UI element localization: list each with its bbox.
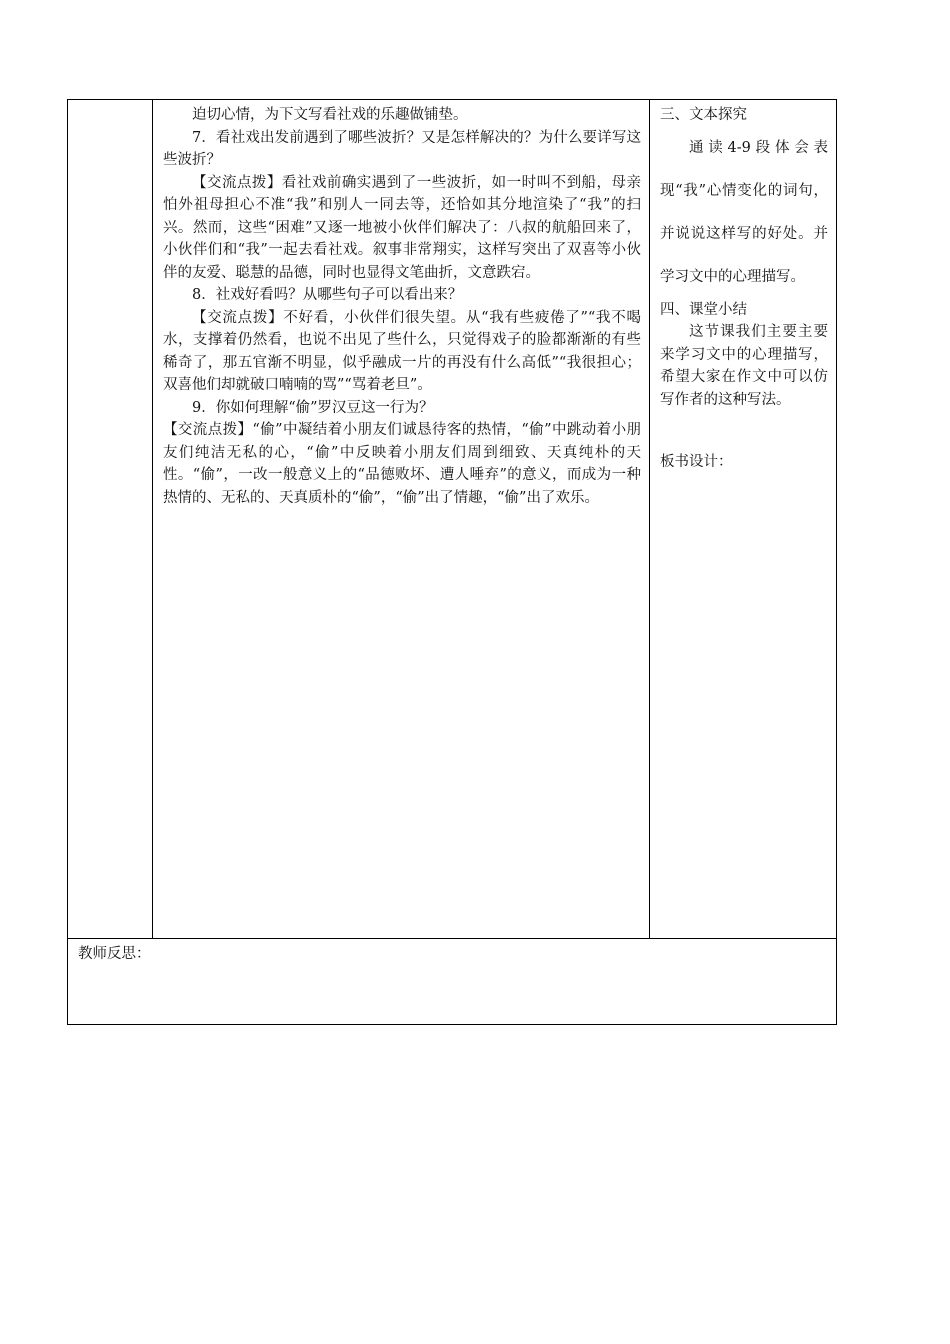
right-column bbox=[650, 100, 836, 938]
section-text-explore: 通读4-9段体会表现“我”心情变化的词句，并说说这样写的好处。并学习文中的心理描写。 bbox=[660, 139, 828, 285]
teacher-reflection-label: 教师反思： bbox=[78, 946, 151, 962]
lesson-plan-table bbox=[67, 99, 837, 1025]
question-7: 7．看社戏出发前遇到了哪些波折？又是怎样解决的？为什么要详写这些波折？ bbox=[163, 129, 641, 168]
section-heading-summary: 四、课堂小结 bbox=[660, 301, 747, 318]
section-text-summary: 这节课我们主要主要来学习文中的心理描写，希望大家在作文中可以仿写作者的这种写法。 bbox=[660, 324, 828, 408]
left-column bbox=[68, 100, 153, 938]
middle-column bbox=[153, 100, 650, 938]
board-design-label: 板书设计： bbox=[660, 454, 733, 470]
section-heading-explore: 三、文本探究 bbox=[660, 107, 747, 123]
paragraph-intro: 迫切心情，为下文写看社戏的乐趣做铺垫。 bbox=[192, 107, 468, 123]
answer-7: 【交流点拨】看社戏前确实遇到了一些波折，如一时叫不到船，母亲怕外祖母担心不准“我”和别人一同去等，还恰如其分地渲染了“我”的扫兴。然而，这些“困难”又逐一地被小伙伴们解决了：八叔的航船回来了，小伙伴们和“我”一起去看社戏。叙事非常翔实，这样写突出了双喜等小伙伴的友爱、聪慧的品德，同时也显得文笔曲折，文意跌宕。 bbox=[163, 174, 641, 281]
question-9: 9．你如何理解“偷”罗汉豆这一行为？ bbox=[192, 399, 434, 416]
answer-9: 【交流点拨】“偷”中凝结着小朋友们诚恳待客的热情，“偷”中跳动着小朋友们纯洁无私的心，“偷”中反映着小朋友们周到细致、天真纯朴的天性。“偷”，一改一般意义上的“品德败坏、遭人唾弃”的意义，而成为一种热情的、无私的、天真质朴的“偷”，“偷”出了情趣，“偷”出了欢乐。 bbox=[163, 422, 641, 506]
spacer bbox=[660, 411, 828, 451]
question-8: 8．社戏好看吗？从哪些句子可以看出来？ bbox=[192, 287, 463, 303]
teacher-reflection-row bbox=[68, 938, 836, 1024]
answer-8: 【交流点拨】不好看，小伙伴们很失望。从“我有些疲倦了”“我不喝水，支撑着仍然看，也说不出见了些什么，只觉得戏子的脸都渐渐的有些稀奇了，那五官渐不明显，似乎融成一片的再没有什么高低”“我很担心；双喜他们却就破口喃喃的骂”“骂着老旦”。 bbox=[163, 309, 641, 393]
